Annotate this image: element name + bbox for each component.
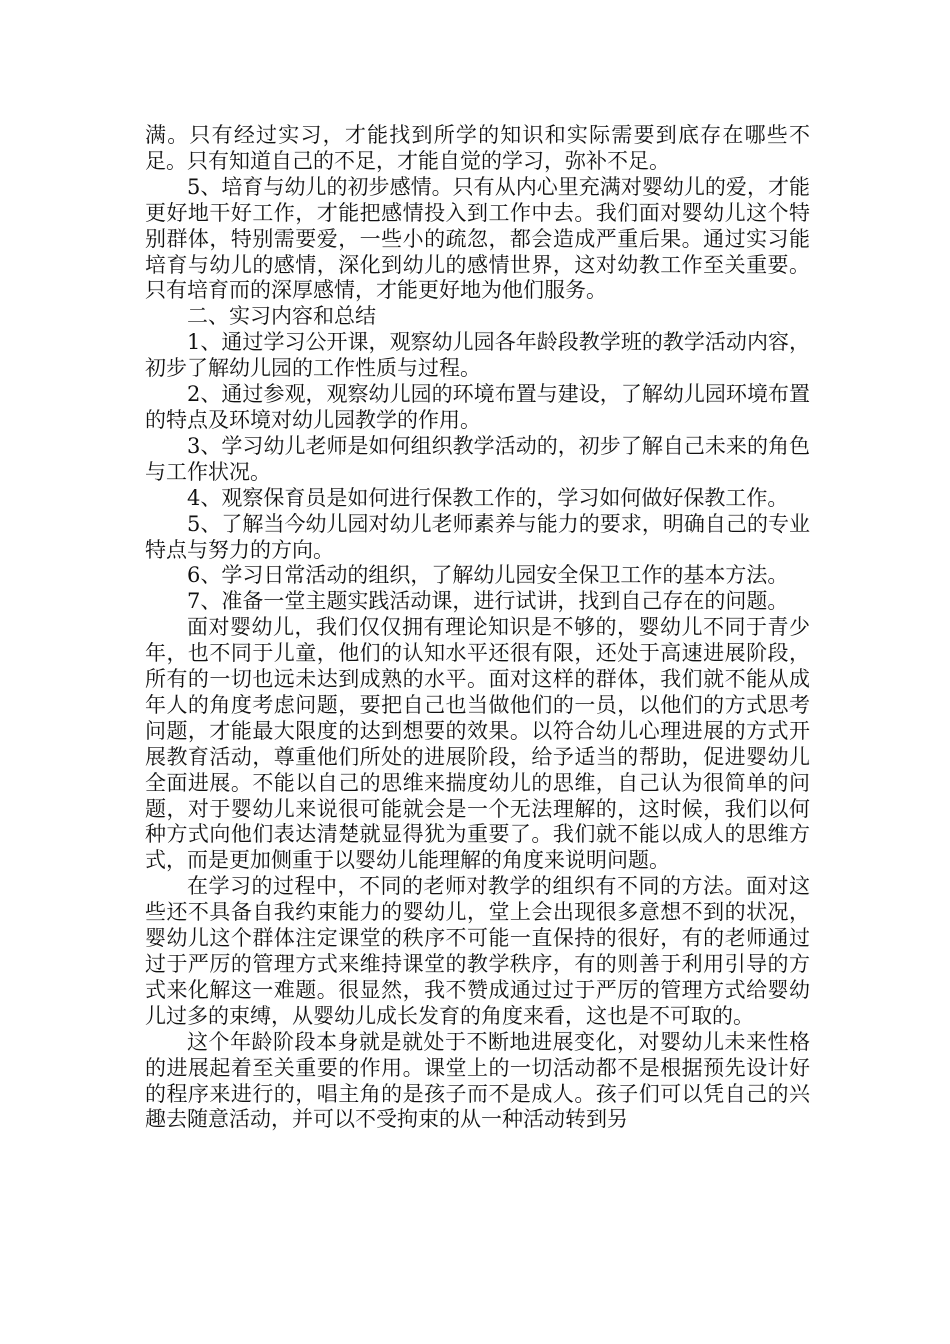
list-item-4: 4、观察保育员是如何进行保教工作的，学习如何做好保教工作。 <box>187 485 789 510</box>
paragraph-facing-infants: 面对婴幼儿，我们仅仅拥有理论知识是不够的，婴幼儿不同于青少年，也不同于儿童，他们的认知水平还很有限，还处于高速进展阶段，所有的一切也远未达到成熟的水平。面对这样的群体，我们就不能从成年人的角度考虑问题，要把自己也当做他们的一员，以他们的方式思考问题，才能最大限度的达到想要的效果。以符合幼儿心理进展的方式开展教育活动，尊重他们所处的进展阶段，给予适当的帮助，促进婴幼儿全面进展。不能以自己的思维来揣度幼儿的思维，自己认为很简单的问题，对于婴幼儿来说很可能就会是一个无法理解的，这时候，我们以何种方式向他们表达清楚就显得犹为重要了。我们就不能以成人的思维方式，而是更加侧重于以婴幼儿能理解的角度来说明问题。 <box>145 615 810 873</box>
paragraph-continuation: 满。只有经过实习，才能找到所学的知识和实际需要到底存在哪些不足。只有知道自己的不足，才能自觉的学习，弥补不足。 <box>145 123 810 173</box>
list-item-6: 6、学习日常活动的组织，了解幼儿园安全保卫工作的基本方法。 <box>187 563 789 588</box>
section-heading: 二、实习内容和总结 <box>187 304 376 329</box>
paragraph-learning-process: 在学习的过程中，不同的老师对教学的组织有不同的方法。面对这些还不具备自我约束能力的婴幼儿，堂上会出现很多意想不到的状况，婴幼儿这个群体注定课堂的秩序不可能一直保持的很好，有的老师通过过于严厉的管理方式来维持课堂的教学秩序，有的则善于利用引导的方式来化解这一难题。很显然，我不赞成通过过于严厉的管理方式给婴幼儿过多的束缚，从婴幼儿成长发育的角度来看，这也是不可取的。 <box>145 874 810 1028</box>
list-item-7: 7、准备一堂主题实践活动课，进行试讲，找到自己存在的问题。 <box>187 589 789 614</box>
list-item-2: 2、通过参观，观察幼儿园的环境布置与建设，了解幼儿园环境布置的特点及环境对幼儿园教学的作用。 <box>145 382 810 432</box>
list-item-3: 3、学习幼儿老师是如何组织教学活动的，初步了解自己未来的角色与工作状况。 <box>145 433 810 484</box>
paragraph-point-5-emotion: 5、培育与幼儿的初步感情。只有从内心里充满对婴幼儿的爱，才能更好地干好工作，才能把感情投入到工作中去。我们面对婴幼儿这个特别群体，特别需要爱，一些小的疏忽，都会造成严重后果。通过实习能培育与幼儿的感情，深化到幼儿的感情世界，这对幼教工作至关重要。只有培育而的深厚感情，才能更好地为他们服务。 <box>145 174 810 303</box>
paragraph-age-stage: 这个年龄阶段本身就是就处于不断地进展变化，对婴幼儿未来性格的进展起着至关重要的作用。课堂上的一切活动都不是根据预先设计好的程序来进行的，唱主角的是孩子而不是成人。孩子们可以凭自己的兴趣去随意活动，并可以不受拘束的从一种活动转到另 <box>145 1029 810 1132</box>
list-item-1: 1、通过学习公开课，观察幼儿园各年龄段教学班的教学活动内容，初步了解幼儿园的工作性质与过程。 <box>145 330 810 381</box>
document-page <box>145 123 810 1133</box>
list-item-5: 5、了解当今幼儿园对幼儿老师素养与能力的要求，明确自己的专业特点与努力的方向。 <box>145 511 810 562</box>
